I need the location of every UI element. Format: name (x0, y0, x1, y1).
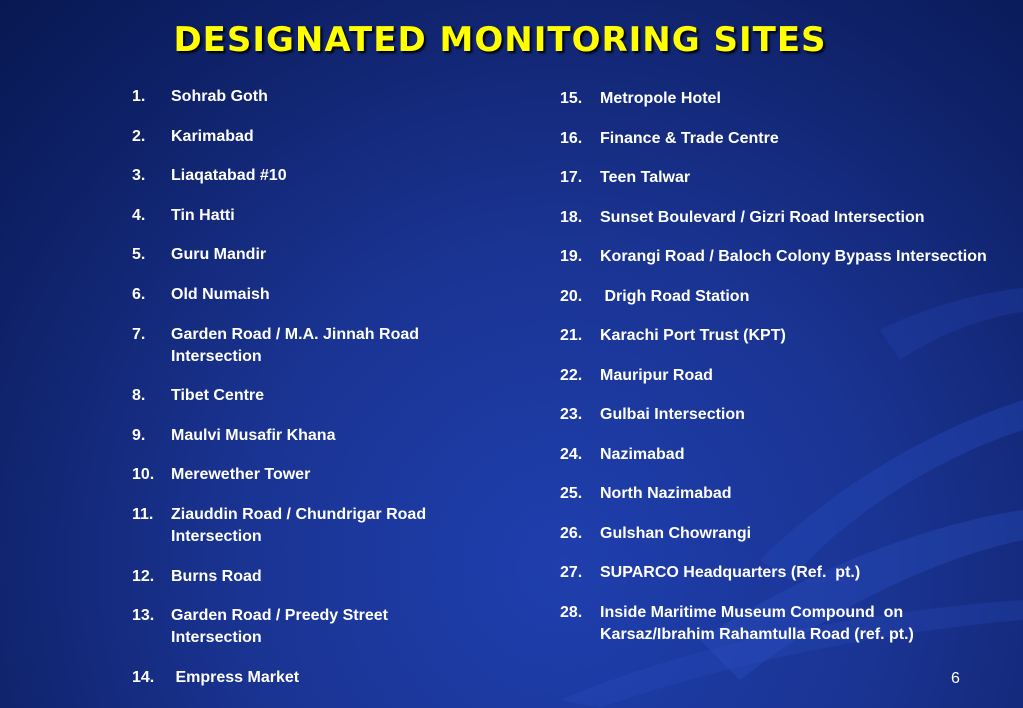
list-item (560, 325, 1000, 347)
list-item-number: 23. (560, 406, 583, 423)
list-item-label: Nazimabad (600, 445, 685, 463)
list-item (132, 284, 462, 306)
list-item-label: North Nazimabad (600, 485, 732, 502)
list-item-label: Mauripur Road (600, 366, 713, 384)
list-item-label: Ziauddin Road / Chundrigar Road Intersection (171, 505, 431, 545)
list-item (560, 128, 1000, 150)
page-number: 6 (951, 670, 960, 687)
list-item-label: Old Numaish (171, 285, 270, 303)
list-item-label: Merewether Tower (171, 466, 311, 484)
list-item-number: 19. (560, 248, 583, 265)
list-item-label: Karachi Port Trust (KPT) (600, 327, 786, 344)
list-item (132, 244, 462, 266)
list-item-number: 10. (132, 466, 155, 484)
list-item-label: Garden Road / Preedy Street Intersection (171, 607, 393, 647)
list-item (560, 167, 1000, 189)
list-item-number: 4. (132, 206, 146, 224)
list-item-number: 9. (132, 426, 146, 444)
list-item (132, 165, 462, 187)
list-item-number: 28. (560, 603, 583, 621)
list-item (132, 385, 462, 407)
list-item (560, 523, 1000, 545)
list-item-label: Liaqatabad #10 (171, 167, 287, 185)
list-item-number: 1. (132, 88, 146, 105)
list-item-number: 21. (560, 327, 583, 344)
list-item-label: SUPARCO Headquarters (Ref. pt.) (600, 564, 861, 581)
list-item (132, 504, 462, 548)
page-title: DESIGNATED MONITORING SITES (173, 20, 827, 60)
list-item (132, 324, 462, 368)
list-item-label: Gulbai Intersection (600, 406, 745, 423)
list-item-number: 27. (560, 564, 583, 581)
list-item (132, 605, 462, 649)
list-item-label: Tin Hatti (171, 206, 235, 224)
list-item-label: Metropole Hotel (600, 90, 721, 107)
list-item-label: Finance & Trade Centre (600, 129, 779, 147)
list-item (560, 562, 1000, 584)
list-item-label: Sohrab Goth (171, 88, 268, 105)
list-item (560, 88, 1000, 110)
list-item-label: Maulvi Musafir Khana (171, 426, 336, 444)
list-item (132, 667, 462, 689)
list-item-number: 17. (560, 169, 583, 186)
list-item (132, 464, 462, 486)
list-item (560, 444, 1000, 466)
list-item-number: 25. (560, 485, 583, 502)
sites-list-left (132, 86, 462, 706)
sites-list-right (560, 88, 1000, 663)
list-item-number: 6. (132, 285, 146, 303)
list-item-number: 15. (560, 90, 583, 107)
list-item (132, 425, 462, 447)
list-item-label: Sunset Boulevard / Gizri Road Intersection (600, 208, 925, 226)
list-item-label: Garden Road / M.A. Jinnah Road Intersection (171, 325, 424, 365)
list-item-label: Inside Maritime Museum Compound on Karsaz/Ibrahim Rahamtulla Road (ref. pt.) (600, 603, 914, 643)
list-item (560, 602, 1000, 646)
list-item-number: 24. (560, 445, 583, 463)
list-item (560, 286, 1000, 308)
list-item-number: 26. (560, 524, 583, 542)
list-item-label: Tibet Centre (171, 387, 265, 405)
list-item-number: 22. (560, 366, 583, 384)
list-item (132, 126, 462, 148)
list-item-number: 12. (132, 567, 155, 585)
list-item-number: 7. (132, 325, 146, 343)
list-item (132, 566, 462, 588)
list-item (560, 365, 1000, 387)
list-item-label: Korangi Road / Baloch Colony Bypass Intersection (600, 248, 987, 265)
list-item-label: Empress Market (171, 668, 300, 686)
list-item-label: Karimabad (171, 127, 254, 145)
list-item-number: 20. (560, 287, 583, 305)
list-item-label: Guru Mandir (171, 246, 267, 264)
list-item-number: 18. (560, 208, 583, 226)
list-item-number: 5. (132, 246, 146, 264)
list-item-number: 3. (132, 167, 146, 185)
list-item-number: 14. (132, 668, 155, 686)
list-item-number: 11. (132, 505, 154, 523)
list-item-number: 2. (132, 127, 146, 145)
list-item (560, 483, 1000, 505)
list-item (132, 205, 462, 227)
list-item-label: Burns Road (171, 567, 262, 585)
list-item-label: Drigh Road Station (600, 287, 750, 305)
list-item (560, 246, 1000, 268)
list-item-number: 13. (132, 607, 155, 625)
list-item-label: Gulshan Chowrangi (600, 524, 752, 542)
list-item (560, 404, 1000, 426)
list-item-number: 8. (132, 387, 146, 405)
list-item-number: 16. (560, 129, 583, 147)
list-item-label: Teen Talwar (600, 169, 691, 186)
list-item (132, 86, 462, 108)
list-item (560, 207, 1000, 229)
